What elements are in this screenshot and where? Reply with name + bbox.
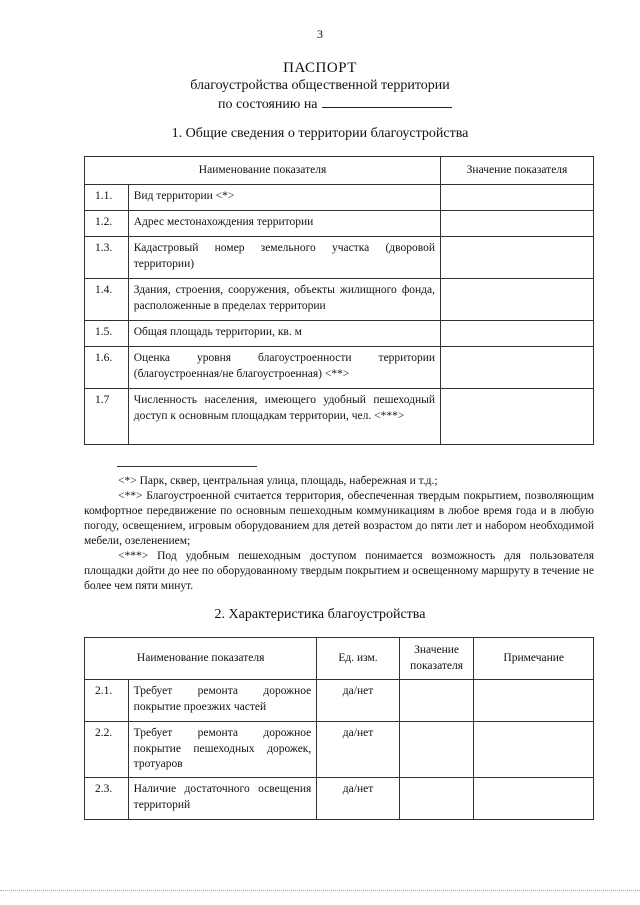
t2-header-note: Примечание xyxy=(474,638,594,680)
row-name: Адрес местонахождения территории xyxy=(128,211,440,237)
row-number: 1.5. xyxy=(85,321,129,347)
row-value xyxy=(441,237,594,279)
row-value xyxy=(399,680,474,722)
row-name: Требует ремонта дорожное покрытие проезжих частей xyxy=(128,680,317,722)
footnote-3-text: <***> Под удобным пешеходным доступом понимается возможность для пользователя площадки дойти до нее по оборудованному твердым покрытием и освещенному маршруту в течение не более чем пяти минут. xyxy=(84,550,594,592)
row-name: Общая площадь территории, кв. м xyxy=(128,321,440,347)
general-info-table xyxy=(84,156,594,445)
row-number: 2.3. xyxy=(85,778,129,820)
row-name: Здания, строения, сооружения, объекты жилищного фонда, расположенные в пределах территории xyxy=(128,279,440,321)
t2-header-value: Значение показателя xyxy=(399,638,474,680)
footnote-1-text: <*> Парк, сквер, центральная улица, площадь, набережная и т.д.; xyxy=(118,475,438,487)
row-number: 1.6. xyxy=(85,347,129,389)
row-value xyxy=(441,185,594,211)
row-value xyxy=(399,722,474,778)
row-name: Вид территории <*> xyxy=(128,185,440,211)
footnote-2-text: <**> Благоустроенной считается территория, обеспеченная твердым покрытием, позволяющим комфортное передвижение по основным пешеходным коммуникациям в любое время года и в любую погоду, освещением, игровым оборудованием для детей возрастом до пяти лет и набором необходимой мебели, озеленением; xyxy=(84,490,594,547)
row-value xyxy=(441,279,594,321)
table-row xyxy=(85,279,594,321)
table-row xyxy=(85,722,594,778)
footnote-1 xyxy=(84,474,594,489)
footnote-separator xyxy=(117,466,257,467)
row-value xyxy=(441,321,594,347)
document-title: ПАСПОРТ xyxy=(283,60,357,76)
row-number: 1.4. xyxy=(85,279,129,321)
table-row xyxy=(85,347,594,389)
row-note xyxy=(474,778,594,820)
row-value xyxy=(399,778,474,820)
row-number: 1.2. xyxy=(85,211,129,237)
footnote-3 xyxy=(84,549,594,594)
row-name: Требует ремонта дорожное покрытие пешеходных дорожек, тротуаров xyxy=(128,722,317,778)
section1-title: 1. Общие сведения о территории благоустройства xyxy=(171,126,469,141)
row-number: 1.7 xyxy=(85,389,129,445)
row-unit: да/нет xyxy=(317,778,399,820)
table-row xyxy=(85,211,594,237)
page-number: 3 xyxy=(317,27,323,41)
table-row xyxy=(85,778,594,820)
t2-header-unit: Ед. изм. xyxy=(317,638,399,680)
as-of-label: по состоянию на xyxy=(218,97,318,112)
characteristics-table xyxy=(84,637,594,820)
footnote-2 xyxy=(84,489,594,549)
row-number: 1.3. xyxy=(85,237,129,279)
t2-header-name: Наименование показателя xyxy=(85,638,317,680)
as-of-line xyxy=(218,95,452,113)
row-number: 1.1. xyxy=(85,185,129,211)
row-name: Оценка уровня благоустроенности территории (благоустроенная/не благоустроенная) <**> xyxy=(128,347,440,389)
row-note xyxy=(474,680,594,722)
table-row xyxy=(85,680,594,722)
row-name: Кадастровый номер земельного участка (дворовой территории) xyxy=(128,237,440,279)
table-row xyxy=(85,321,594,347)
row-unit: да/нет xyxy=(317,722,399,778)
row-value xyxy=(441,211,594,237)
row-name: Наличие достаточного освещения территорий xyxy=(128,778,317,820)
t1-header-name: Наименование показателя xyxy=(85,157,441,185)
row-value xyxy=(441,389,594,445)
t1-header-value: Значение показателя xyxy=(441,157,594,185)
row-number: 2.1. xyxy=(85,680,129,722)
row-note xyxy=(474,722,594,778)
row-value xyxy=(441,347,594,389)
document-subtitle: благоустройства общественной территории xyxy=(190,78,450,93)
table-row xyxy=(85,237,594,279)
section2-title: 2. Характеристика благоустройства xyxy=(214,607,426,622)
scan-edge xyxy=(0,890,640,891)
table-row xyxy=(85,185,594,211)
row-number: 2.2. xyxy=(85,722,129,778)
table-row xyxy=(85,389,594,445)
row-unit: да/нет xyxy=(317,680,399,722)
as-of-blank-field xyxy=(322,95,452,108)
row-name: Численность населения, имеющего удобный пешеходный доступ к основным площадкам территории, чел. <***> xyxy=(128,389,440,445)
